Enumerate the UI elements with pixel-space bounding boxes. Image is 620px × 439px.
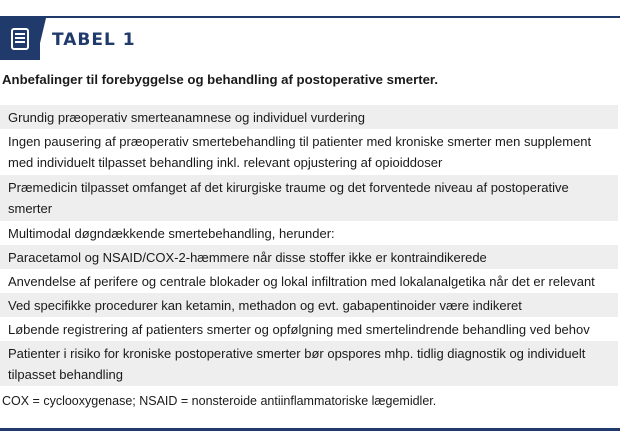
table-body <box>0 105 618 386</box>
table-row: Multimodal døgndækkende smertebehandling, herunder: <box>8 226 335 241</box>
table-row: Anvendelse af perifere og centrale blokader og lokal infiltration med lokalanalgetika når det er relevant <box>8 274 595 289</box>
table-row: Ved specifikke procedurer kan ketamin, methadon og evt. gabapentinoider være indikeret <box>0 293 618 317</box>
table-row: Paracetamol og NSAID/COX-2-hæmmere når disse stoffer ikke er kontraindikerede <box>0 245 618 269</box>
header-top-rule <box>0 16 620 18</box>
document-list-icon <box>0 18 40 60</box>
table-row: Grundig præoperativ smerteanamnese og individuel vurdering <box>0 105 618 129</box>
table-row: Løbende registrering af patienters smerter og opfølgning med smertelindrende behandling ved behov <box>8 322 590 337</box>
table-row: Præmedicin tilpasset omfanget af det kirurgiske traume og det forventede niveau af postoperative smerter <box>0 175 618 221</box>
table-title: TABEL 1 <box>52 30 136 50</box>
table-row: Patienter i risiko for kroniske postoperative smerter bør opspores mhp. tidlig diagnostik og individuelt tilpasset behandling <box>0 341 618 386</box>
table-caption: Anbefalinger til forebyggelse og behandling af postoperative smerter. <box>2 72 439 87</box>
table-footnote: COX = cyclooxygenase; NSAID = nonsteroide antiinflammatoriske lægemidler. <box>2 394 437 408</box>
table-header <box>0 0 620 62</box>
footer-rule <box>0 428 620 431</box>
table-row: Ingen pausering af præoperativ smertebehandling til patienter med kroniske smerter men supplement med individuelt tilpasset behandling inkl. relevant opjustering af opioiddoser <box>8 134 592 170</box>
